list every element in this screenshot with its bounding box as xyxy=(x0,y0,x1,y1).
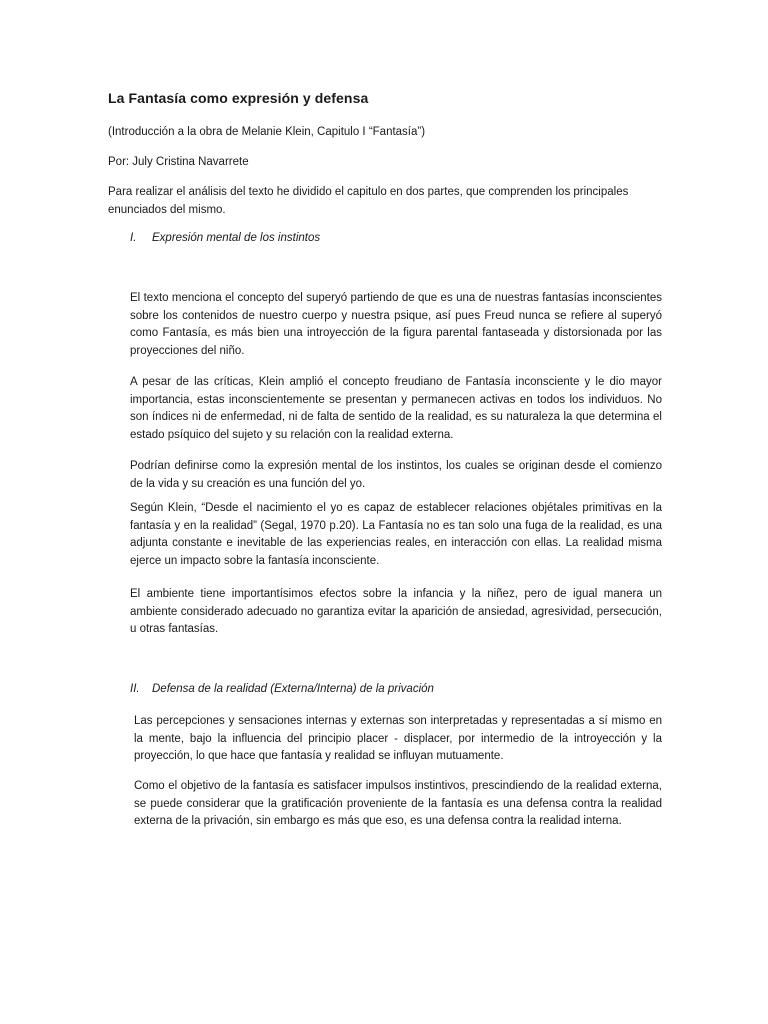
section-2-heading xyxy=(130,683,434,695)
section-1-number: I. xyxy=(130,232,137,244)
section-2-number: II. xyxy=(130,683,140,695)
section-1-paragraph-5: El ambiente tiene importantísimos efectos sobre la infancia y la niñez, pero de igual manera un ambiente considerado adecuado no garantiza evitar la aparición de ansiedad, agresividad, persecución, u otras fantasías. xyxy=(130,588,662,635)
section-1-title: Expresión mental de los instintos xyxy=(152,232,321,244)
section-1-heading xyxy=(130,232,320,244)
section-1-paragraph-3: Podrían definirse como la expresión mental de los instintos, los cuales se originan desde el comienzo de la vida y su creación es una función del yo. xyxy=(130,460,662,490)
section-2-paragraph-1: Las percepciones y sensaciones internas y externas son interpretadas y representadas a sí mismo en la mente, bajo la influencia del principio placer - displacer, por intermedio de la introyección y la proyección, lo que hace que fantasía y realidad se influyan mutuamente. xyxy=(134,715,662,762)
section-2-paragraph-2: Como el objetivo de la fantasía es satisfacer impulsos instintivos, prescindiendo de la realidad externa, se puede considerar que la gratificación proveniente de la fantasía es una defensa contra la realidad externa de la privación, sin embargo es más que eso, es una defensa contra la realidad interna. xyxy=(134,780,662,827)
section-2-title: Defensa de la realidad (Externa/Interna) de la privación xyxy=(152,683,434,695)
section-1-paragraph-4: Según Klein, “Desde el nacimiento el yo es capaz de establecer relaciones objétales primitivas en la fantasía y en la realidad” (Segal, 1970 p.20). La Fantasía no es tan solo una fuga de la realidad, es una adjunta constante e inevitable de las experiencias reales, en interacción con ellas. La realidad misma ejerce un impacto sobre la fantasía inconsciente. xyxy=(130,502,662,567)
document-subtitle: (Introducción a la obra de Melanie Klein, Capitulo I “Fantasía”) xyxy=(108,126,426,138)
section-1-paragraph-1: El texto menciona el concepto del superyó partiendo de que es una de nuestras fantasías inconscientes sobre los contenidos de nuestro cuerpo y nuestra psique, así pues Freud nunca se refiere al superyó como Fantasía, es más bien una introyección de la figura parental fantaseada y distorsionada por las proyecciones del niño. xyxy=(130,292,662,357)
section-1-paragraph-2: A pesar de las críticas, Klein amplió el concepto freudiano de Fantasía inconsciente y le dio mayor importancia, estas inconscientemente se presentan y permanecen activas en todos los individuos. No son índices ni de enfermedad, ni de falta de sentido de la realidad, es su naturaleza la que determina el estado psíquico del sujeto y su relación con la realidad externa. xyxy=(130,376,662,441)
author-line: Por: July Cristina Navarrete xyxy=(108,156,249,168)
document-title: La Fantasía como expresión y defensa xyxy=(108,90,369,106)
intro-paragraph: Para realizar el análisis del texto he dividido el capitulo en dos partes, que comprenden los principales enunciados del mismo. xyxy=(108,186,629,216)
